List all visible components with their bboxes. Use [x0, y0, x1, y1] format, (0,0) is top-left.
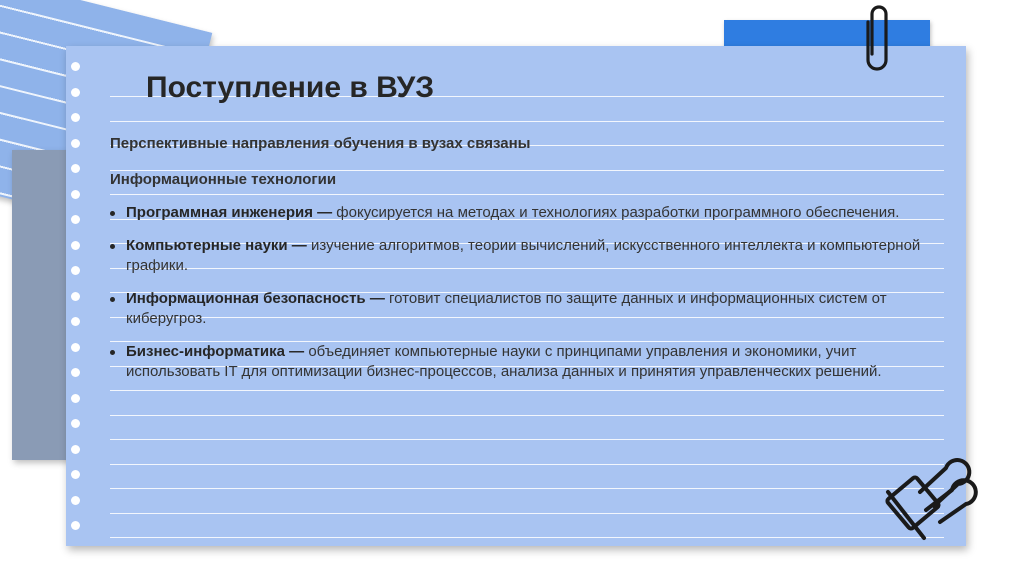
bullet-text: изучение алгоритмов, теории вычислений, искусственного интеллекта и компьютерной графики. [126, 237, 921, 274]
spiral-hole [71, 88, 80, 97]
bullet-term: Программная инженерия — [126, 204, 333, 221]
spiral-hole [71, 215, 80, 224]
bullet-term: Информационная безопасность — [126, 290, 385, 307]
spiral-hole [71, 62, 80, 71]
ruled-line [110, 537, 944, 538]
spiral-hole [71, 470, 80, 479]
spiral-hole [71, 343, 80, 352]
notepad-sheet [66, 46, 966, 546]
spiral-hole [71, 521, 80, 530]
bullet-text: готовит специалистов по защите данных и информационных систем от киберугроз. [126, 290, 887, 327]
paperclip-icon [862, 2, 896, 72]
ruled-line [110, 415, 944, 416]
bullet-icon [110, 244, 115, 249]
ruled-line [110, 464, 944, 465]
spiral-hole [71, 419, 80, 428]
intro-text: Перспективные направления обучения в вузах связаны [110, 135, 531, 152]
bullet-item-business-informatics [110, 342, 950, 382]
spiral-hole [71, 394, 80, 403]
spiral-hole [71, 241, 80, 250]
spiral-hole [71, 496, 80, 505]
bullet-text: фокусируется на методах и технологиях разработки программного обеспечения. [332, 204, 900, 221]
spiral-hole [71, 292, 80, 301]
spiral-hole [71, 164, 80, 173]
spiral-hole [71, 113, 80, 122]
ruled-line [110, 488, 944, 489]
spiral-hole [71, 190, 80, 199]
bullet-icon [110, 350, 115, 355]
page-title: Поступление в ВУЗ [146, 71, 435, 104]
bullet-list [110, 203, 950, 395]
spiral-hole [71, 139, 80, 148]
ruled-line [110, 439, 944, 440]
bullet-text: объединяет компьютерные науки с принципами управления и экономики, учит использовать IT для оптимизации бизнес-процессов, анализа данных и принятия управленческих решений. [126, 343, 882, 380]
ruled-line [110, 194, 944, 195]
binder-clip-icon [880, 448, 984, 548]
bullet-icon [110, 211, 115, 216]
spiral-hole [71, 317, 80, 326]
bullet-term: Бизнес-информатика — [126, 343, 305, 360]
spiral-hole [71, 368, 80, 377]
bullet-item-computer-science [110, 236, 950, 276]
bullet-icon [110, 297, 115, 302]
section-title: Информационные технологии [110, 171, 337, 188]
bullet-item-information-security [110, 289, 950, 329]
ruled-line [110, 121, 944, 122]
spiral-hole [71, 445, 80, 454]
spiral-hole [71, 266, 80, 275]
ruled-line [110, 513, 944, 514]
bullet-item-software-engineering [110, 203, 950, 223]
bullet-term: Компьютерные науки — [126, 237, 307, 254]
